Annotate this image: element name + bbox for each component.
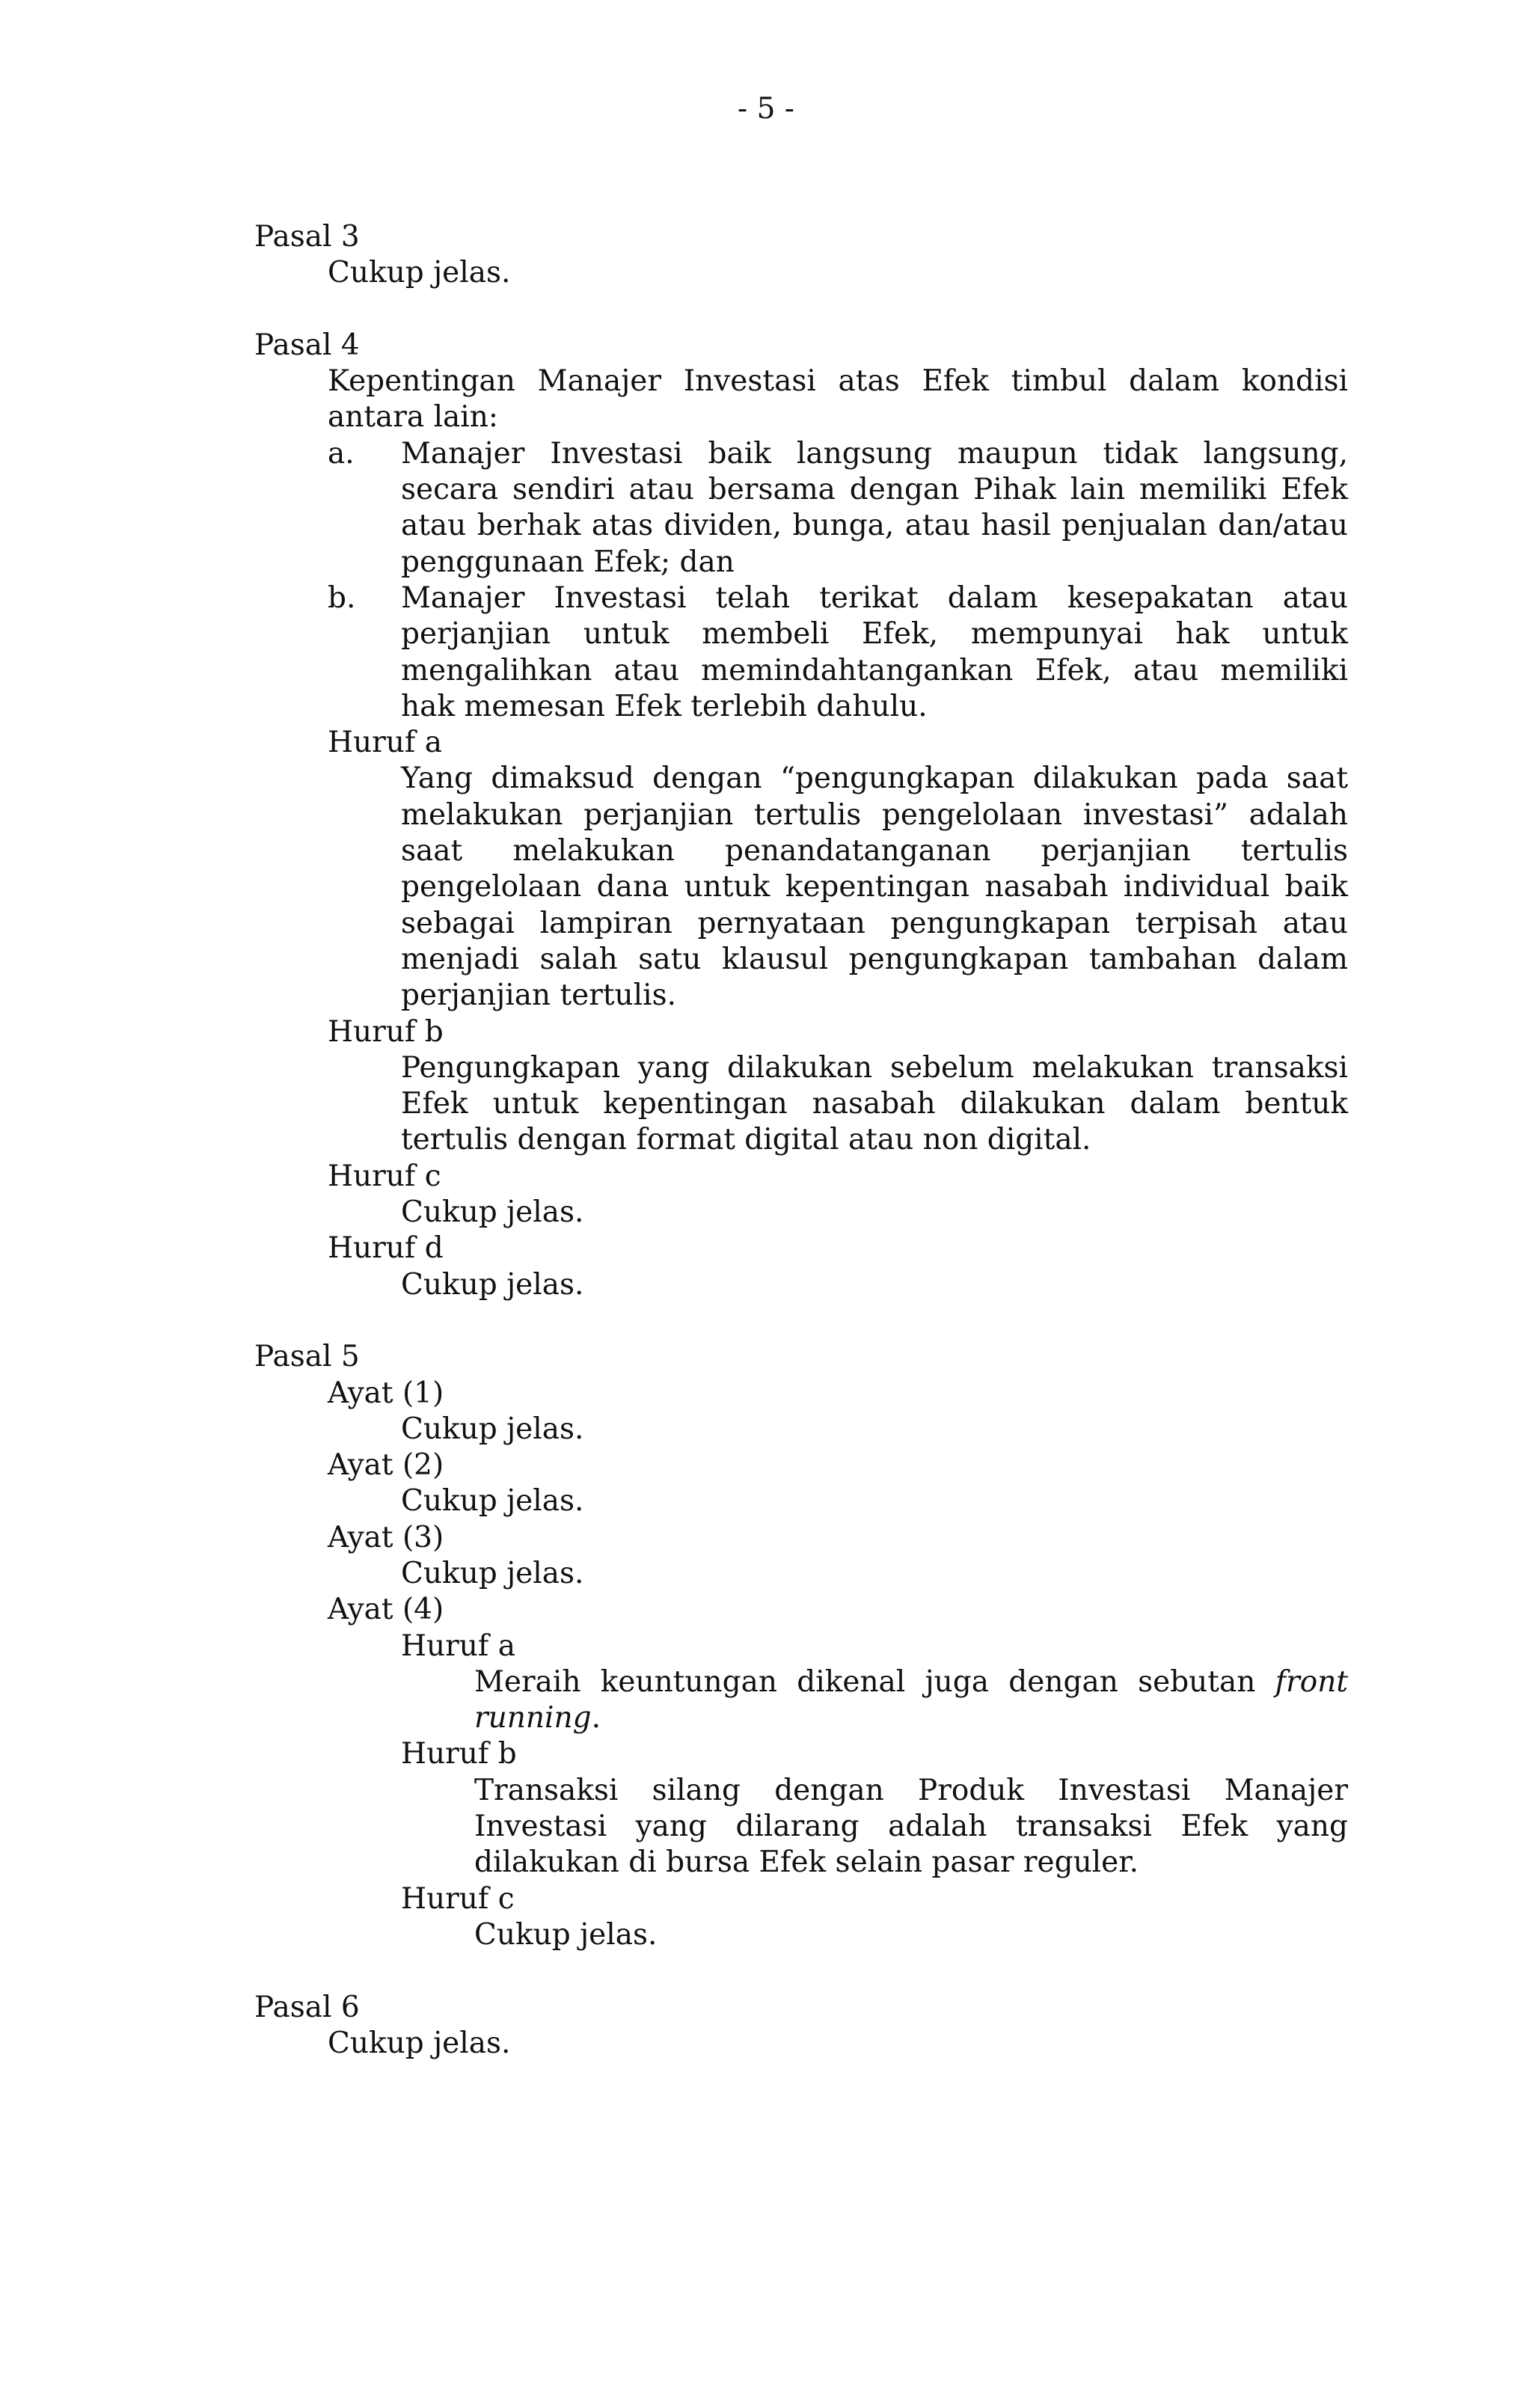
huruf-a-text-main: Meraih keuntungan dikenal juga dengan sebutan bbox=[474, 1664, 1256, 1699]
ayat-4-huruf-a-text bbox=[474, 1664, 1348, 1737]
pasal-5-ayat-3-text: Cukup jelas. bbox=[401, 1556, 584, 1590]
pasal-4-item-b bbox=[328, 580, 1348, 725]
ayat-4-huruf-c-label: Huruf c bbox=[401, 1881, 515, 1916]
pasal-5-ayat-3-label: Ayat (3) bbox=[328, 1520, 444, 1554]
document-body bbox=[254, 219, 1348, 2062]
item-label: b. bbox=[328, 580, 356, 615]
ayat-4-huruf-b-label: Huruf b bbox=[401, 1737, 517, 1771]
ayat-4-huruf-c-text: Cukup jelas. bbox=[474, 1917, 658, 1952]
pasal-4-heading: Pasal 4 bbox=[254, 328, 360, 362]
pasal-5-ayat-2-label: Ayat (2) bbox=[328, 1448, 444, 1483]
pasal-4-huruf-a-text: Yang dimaksud dengan “pengungkapan dilakukan pada saat melakukan perjanjian tertulis pengelolaan investasi” adalah saat melakukan penandatanganan perjanjian tertulis pengelolaan dana untuk kepentingan nasabah individual baik sebagai lampiran pernyataan pengungkapan terpisah atau menjadi salah satu klausul pengungkapan tambahan dalam perjanjian tertulis. bbox=[401, 762, 1348, 1013]
page-number: - 5 - bbox=[738, 92, 794, 126]
ayat-4-huruf-b-text: Transaksi silang dengan Produk Investasi Manajer Investasi yang dilarang adalah transaksi Efek yang dilakukan di bursa Efek selain pasar reguler. bbox=[474, 1773, 1348, 1880]
pasal-5-ayat-1-label: Ayat (1) bbox=[328, 1376, 444, 1410]
huruf-a-italic-term: front running bbox=[474, 1664, 1348, 1735]
pasal-4-huruf-b-text: Pengungkapan yang dilakukan sebelum melakukan transaksi Efek untuk kepentingan nasabah dilakukan dalam bentuk tertulis dengan format digital atau non digital. bbox=[401, 1050, 1348, 1157]
ayat-4-huruf-a-label: Huruf a bbox=[401, 1629, 515, 1663]
pasal-5-heading: Pasal 5 bbox=[254, 1340, 360, 1374]
pasal-5-ayat-4-label: Ayat (4) bbox=[328, 1593, 444, 1627]
huruf-a-text-end: . bbox=[591, 1701, 601, 1735]
pasal-4-huruf-c-label: Huruf c bbox=[328, 1159, 441, 1193]
pasal-6-text: Cukup jelas. bbox=[328, 2026, 511, 2060]
item-text: Manajer Investasi telah terikat dalam kesepakatan atau perjanjian untuk membeli Efek, mempunyai hak untuk mengalihkan atau memindahtangankan Efek, atau memiliki hak memesan Efek terlebih dahulu. bbox=[401, 580, 1348, 723]
pasal-4-item-a bbox=[328, 436, 1348, 580]
pasal-6-section bbox=[254, 1990, 1348, 2062]
pasal-5-ayat-2-text: Cukup jelas. bbox=[401, 1484, 584, 1519]
pasal-4-huruf-a-label: Huruf a bbox=[328, 726, 442, 760]
pasal-3-text: Cukup jelas. bbox=[328, 256, 511, 290]
pasal-5-ayat-1-text: Cukup jelas. bbox=[401, 1412, 584, 1446]
pasal-3-section bbox=[254, 219, 1348, 292]
pasal-5-section bbox=[254, 1339, 1348, 1953]
pasal-4-huruf-c-text: Cukup jelas. bbox=[401, 1195, 584, 1230]
pasal-6-heading: Pasal 6 bbox=[254, 1990, 360, 2024]
pasal-4-huruf-b-label: Huruf b bbox=[328, 1014, 444, 1049]
item-text: Manajer Investasi baik langsung maupun tidak langsung, secara sendiri atau bersama dengan Pihak lain memiliki Efek atau berhak atas dividen, bunga, atau hasil penjualan dan/atau penggunaan Efek; dan bbox=[401, 436, 1348, 579]
item-label: a. bbox=[328, 436, 355, 471]
pasal-3-heading: Pasal 3 bbox=[254, 220, 360, 254]
pasal-4-huruf-d-label: Huruf d bbox=[328, 1231, 444, 1266]
pasal-4-intro: Kepentingan Manajer Investasi atas Efek timbul dalam kondisi antara lain: bbox=[328, 364, 1348, 435]
pasal-4-section bbox=[254, 328, 1348, 1303]
pasal-4-huruf-d-text: Cukup jelas. bbox=[401, 1267, 584, 1302]
